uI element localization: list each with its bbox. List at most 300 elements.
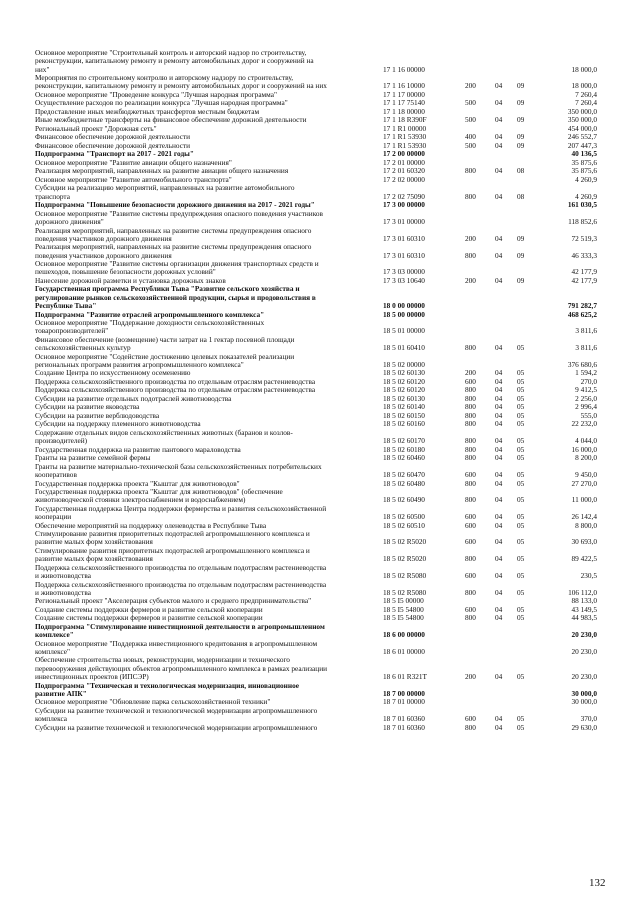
row-name-line: Основное мероприятие "Строительный контроль и авторский надзор по строительству,: [35, 49, 307, 57]
row-amount: 27 270,0: [571, 478, 597, 488]
table-row: [0, 522, 640, 530]
row-expense-type: 200: [465, 233, 476, 243]
row-code: 18 5 02 R5080: [383, 570, 427, 580]
row-subsection: 09: [517, 233, 525, 243]
table-row: [0, 116, 640, 124]
row-name: [35, 133, 380, 141]
row-code: 18 5 02 60500: [383, 512, 425, 522]
row-subsection: 09: [517, 275, 525, 285]
row-expense-type: 200: [465, 368, 476, 378]
row-name-line: и животноводства: [35, 571, 91, 580]
row-subsection: 05: [517, 714, 525, 724]
table-row: [0, 184, 640, 201]
row-name: [35, 682, 380, 699]
row-expense-type: 800: [465, 587, 476, 597]
row-code: 18 5 02 60120: [383, 376, 425, 386]
row-expense-type: 800: [465, 385, 476, 395]
row-name-line: Основное мероприятие "Поддержка инвестиционного кредитования в агропромышленном: [35, 639, 318, 648]
row-code: 17 3 00 00000: [383, 200, 425, 210]
row-code: 17 2 02 75090: [383, 191, 425, 201]
row-section: 04: [495, 81, 503, 91]
row-amount: 18 000,0: [571, 64, 597, 74]
row-amount: 44 983,5: [571, 613, 597, 623]
row-name-line: Финансовое обеспечение (возмещение) части затрат на 1 гектар посевной площади: [35, 335, 295, 344]
row-name: [35, 446, 380, 454]
row-name-line: Субсидии на развитие верблюдоводства: [35, 411, 160, 420]
row-name-line: инвестиционных проектов (ИПСЭР): [35, 672, 149, 681]
row-code: 17 3 01 60310: [383, 233, 425, 243]
row-expense-type: 600: [465, 512, 476, 522]
row-expense-type: 400: [465, 132, 476, 142]
row-name: [35, 369, 380, 377]
row-name-line: Основное мероприятие "Поддержание доходности сельскохозяйственных: [35, 319, 265, 327]
row-subsection: 05: [517, 613, 525, 623]
row-subsection: 09: [517, 140, 525, 150]
table-row: [0, 614, 640, 622]
row-section: 04: [495, 343, 503, 353]
table-row: [0, 698, 640, 706]
row-amount: 72 519,3: [571, 233, 597, 243]
row-code: 18 6 01 00000: [383, 646, 425, 656]
row-code: 18 5 01 00000: [383, 326, 425, 336]
row-name-line: Поддержка сельскохозяйственного производства по отдельным отраслям растениеводства: [35, 386, 316, 395]
row-code: 17 1 16 10000: [383, 81, 425, 91]
row-code: 17 2 02 00000: [383, 174, 425, 184]
row-section: 04: [495, 275, 503, 285]
table-row: [0, 606, 640, 614]
row-name-line: Реализация мероприятий, направленных на развитие авиации общего назначения: [35, 167, 289, 176]
row-name-line: Субсидии на поддержку племенного животноводства: [35, 420, 201, 429]
row-amount: 3 811,6: [575, 326, 597, 336]
row-name-line: Основное мероприятие "Содействие достижению целевых показателей реализации: [35, 352, 295, 361]
table-row: [0, 319, 640, 336]
row-code: 18 5 02 60470: [383, 469, 425, 479]
row-amount: 350 000,0: [567, 115, 597, 125]
row-subsection: 05: [517, 343, 525, 353]
row-name-line: транспорта: [35, 192, 70, 201]
row-subsection: 05: [517, 368, 525, 378]
row-section: 04: [495, 250, 503, 260]
row-name-line: кооперативов: [35, 470, 77, 479]
table-row: [0, 227, 640, 244]
row-name: [35, 581, 380, 598]
row-name: [35, 378, 380, 386]
row-name: [35, 488, 380, 505]
table-row: [0, 74, 640, 91]
row-name: [35, 125, 380, 133]
row-section: 04: [495, 233, 503, 243]
row-name-line: поведения участников дорожного движения: [35, 234, 172, 243]
row-section: 04: [495, 368, 503, 378]
row-amount: 7 260,4: [575, 89, 597, 99]
table-row: [0, 429, 640, 446]
table-row: [0, 285, 640, 310]
row-name: [35, 386, 380, 394]
row-code: 18 5 02 60460: [383, 453, 425, 463]
row-code: 17 3 01 00000: [383, 216, 425, 226]
row-amount: 270,0: [580, 376, 597, 386]
row-subsection: 05: [517, 537, 525, 547]
row-section: 04: [495, 587, 503, 597]
row-section: 04: [495, 140, 503, 150]
row-expense-type: 800: [465, 478, 476, 488]
row-name-line: региональных программ развития агропромышленного комплекса": [35, 360, 244, 369]
row-expense-type: 600: [465, 376, 476, 386]
table-row: [0, 412, 640, 420]
table-row: [0, 488, 640, 505]
row-subsection: 05: [517, 402, 525, 412]
row-section: 04: [495, 393, 503, 403]
row-expense-type: 200: [465, 275, 476, 285]
row-expense-type: 800: [465, 410, 476, 420]
row-expense-type: 800: [465, 613, 476, 623]
row-name: [35, 336, 380, 353]
row-name-line: Подпрограмма "Стимулирование инвестиционной деятельности в агропромышленном: [35, 622, 325, 631]
row-code: 17 1 17 00000: [383, 89, 425, 99]
row-section: 04: [495, 714, 503, 724]
table-row: [0, 480, 640, 488]
row-amount: 230,5: [580, 570, 597, 580]
row-code: 17 2 01 60320: [383, 166, 425, 176]
row-name: [35, 150, 380, 158]
row-section: 04: [495, 115, 503, 125]
row-amount: 791 282,7: [567, 300, 597, 310]
table-row: [0, 167, 640, 175]
row-amount: 30 000,0: [571, 697, 597, 707]
row-name-line: Осуществление расходов по реализации конкурса "Лучшая народная программа": [35, 99, 288, 108]
row-name-line: Основное мероприятие "Развитие автомобильного транспорта": [35, 175, 232, 184]
row-name-line: поведения участников дорожного движения: [35, 251, 172, 260]
row-code: 18 5 02 R5020: [383, 554, 427, 564]
row-section: 04: [495, 469, 503, 479]
row-name: [35, 606, 380, 614]
row-name-line: Подпрограмма "Транспорт на 2017 - 2021 годы": [35, 150, 194, 159]
row-code: 17 1 R1 00000: [383, 123, 427, 133]
row-section: 04: [495, 613, 503, 623]
table-row: [0, 724, 640, 732]
row-name: [35, 403, 380, 411]
row-name-line: Субсидии на развитие технической и технологической модернизации агропромышленного: [35, 706, 318, 715]
row-name: [35, 640, 380, 657]
row-expense-type: 800: [465, 343, 476, 353]
row-name: [35, 49, 380, 74]
row-expense-type: 600: [465, 604, 476, 614]
row-code: 18 5 00 00000: [383, 309, 425, 319]
table-row: [0, 142, 640, 150]
table-row: [0, 386, 640, 394]
row-name: [35, 108, 380, 116]
row-name: [35, 99, 380, 107]
table-row: [0, 125, 640, 133]
row-code: 18 5 I5 54800: [383, 613, 424, 623]
row-name-line: и животноводства: [35, 588, 91, 597]
row-code: 18 5 02 60480: [383, 478, 425, 488]
row-name-line: развитие малых форм хозяйствования: [35, 538, 153, 547]
row-amount: 468 625,2: [567, 309, 597, 319]
row-amount: 20 230,0: [571, 671, 597, 681]
row-subsection: 05: [517, 570, 525, 580]
row-code: 18 7 00 00000: [383, 688, 425, 698]
row-name-line: перевооружения действующих объектов агропромышленного комплекса в рамках реализации: [35, 664, 328, 673]
row-amount: 4 044,0: [575, 436, 597, 446]
row-name-line: Субсидии на развитие яководства: [35, 403, 140, 412]
row-subsection: 05: [517, 604, 525, 614]
row-subsection: 05: [517, 478, 525, 488]
row-name: [35, 463, 380, 480]
row-section: 04: [495, 132, 503, 142]
row-amount: 11 000,0: [571, 495, 597, 505]
row-section: 04: [495, 419, 503, 429]
row-name-line: товаропроизводителей": [35, 327, 109, 336]
row-name-line: Стимулирование развития приоритетных подотраслей агропромышленного комплекса и: [35, 530, 310, 539]
row-expense-type: 500: [465, 98, 476, 108]
table-row: [0, 403, 640, 411]
table-row: [0, 597, 640, 605]
table-row: [0, 682, 640, 699]
row-subsection: 08: [517, 191, 525, 201]
row-code: 18 5 02 60490: [383, 495, 425, 505]
table-row: [0, 623, 640, 640]
row-name: [35, 454, 380, 462]
row-name-line: животноводческой стоянки электроснабжением и водоснабжением): [35, 496, 246, 505]
row-amount: 106 112,0: [568, 587, 597, 597]
row-name: [35, 530, 380, 547]
row-code: 18 5 I5 00000: [383, 596, 424, 606]
row-amount: 29 630,0: [571, 722, 597, 732]
row-code: 17 2 01 00000: [383, 157, 425, 167]
row-expense-type: 800: [465, 444, 476, 454]
row-name-line: Региональный проект "Акселерация субъектов малого и среднего предпринимательства": [35, 597, 312, 606]
table-row: [0, 336, 640, 353]
row-code: 17 1 17 75140: [383, 98, 425, 108]
row-name-line: Гранты на развитие материально-технической базы сельскохозяйственных потребительских: [35, 462, 322, 471]
row-subsection: 05: [517, 376, 525, 386]
row-subsection: 05: [517, 520, 525, 530]
row-section: 04: [495, 444, 503, 454]
row-name-line: Республике Тыва": [35, 301, 97, 310]
row-amount: 26 142,4: [571, 512, 597, 522]
row-name-line: комплексе": [35, 631, 74, 640]
table-row: [0, 210, 640, 227]
row-amount: 16 000,0: [571, 444, 597, 454]
row-name: [35, 412, 380, 420]
row-amount: 4 260,9: [575, 174, 597, 184]
table-row: [0, 454, 640, 462]
table-row: [0, 311, 640, 319]
row-name: [35, 319, 380, 336]
row-expense-type: 600: [465, 537, 476, 547]
row-expense-type: 800: [465, 402, 476, 412]
row-code: 17 1 R1 53930: [383, 140, 427, 150]
row-subsection: 05: [517, 495, 525, 505]
row-name: [35, 277, 380, 285]
row-name-line: Подпрограмма "Развитие отраслей агропромышленного комплекса": [35, 310, 265, 319]
row-amount: 350 000,0: [567, 106, 597, 116]
row-name: [35, 353, 380, 370]
table-row: [0, 353, 640, 370]
row-name-line: Государственная поддержка проекта "Кыштаг для животноводов": [35, 479, 240, 488]
row-section: 04: [495, 410, 503, 420]
table-row: [0, 395, 640, 403]
row-code: 18 5 02 60150: [383, 410, 425, 420]
row-name: [35, 311, 380, 319]
row-name: [35, 243, 380, 260]
row-amount: 42 177,9: [571, 267, 597, 277]
row-name-line: Подпрограмма "Техническая и технологическая модернизация, инновационное: [35, 681, 299, 690]
row-name-line: дорожного движения": [35, 217, 104, 226]
page-number: 132: [589, 877, 606, 889]
row-name-line: Содержание отдельных видов сельскохозяйственных животных (баранов и козлов-: [35, 428, 293, 437]
table-row: [0, 420, 640, 428]
row-name-line: Мероприятия по строительному контролю и авторскому надзору по строительству,: [35, 74, 294, 83]
row-section: 04: [495, 722, 503, 732]
row-name: [35, 142, 380, 150]
row-amount: 43 149,5: [571, 604, 597, 614]
row-section: 04: [495, 385, 503, 395]
table-row: [0, 176, 640, 184]
row-name-line: Основное мероприятие "Обновление парка сельскохозяйственной техники": [35, 698, 271, 707]
row-name: [35, 564, 380, 581]
row-code: 17 1 16 00000: [383, 64, 425, 74]
row-code: 18 5 02 R5020: [383, 537, 427, 547]
row-amount: 555,0: [580, 410, 597, 420]
row-name: [35, 201, 380, 209]
table-row: [0, 463, 640, 480]
row-expense-type: 600: [465, 570, 476, 580]
row-name-line: Государственная поддержка на развитие пантового мараловодства: [35, 445, 241, 454]
row-name: [35, 91, 380, 99]
row-subsection: 05: [517, 453, 525, 463]
row-name-line: Субсидии на развитие технической и технологической модернизации агропромышленного: [35, 723, 318, 732]
row-section: 04: [495, 512, 503, 522]
row-name-line: развитие АПК": [35, 689, 87, 698]
row-amount: 207 447,3: [567, 140, 597, 150]
row-section: 04: [495, 671, 503, 681]
row-code: 17 1 R1 53930: [383, 132, 427, 142]
table-row: [0, 99, 640, 107]
row-section: 04: [495, 495, 503, 505]
row-name: [35, 597, 380, 605]
row-subsection: 09: [517, 81, 525, 91]
row-subsection: 05: [517, 419, 525, 429]
row-subsection: 09: [517, 132, 525, 142]
row-name-line: Основное мероприятие "Проведение конкурса "Лучшая народная программа": [35, 90, 277, 99]
row-subsection: 05: [517, 436, 525, 446]
row-amount: 35 875,6: [571, 166, 597, 176]
row-subsection: 09: [517, 115, 525, 125]
row-expense-type: 800: [465, 419, 476, 429]
row-expense-type: 500: [465, 115, 476, 125]
row-code: 17 3 01 60310: [383, 250, 425, 260]
row-expense-type: 500: [465, 140, 476, 150]
row-subsection: 05: [517, 587, 525, 597]
table-row: [0, 243, 640, 260]
row-code: 18 7 01 00000: [383, 697, 425, 707]
row-name-line: Обеспечение мероприятий на поддержку оленеводства в Республике Тыва: [35, 521, 267, 530]
row-name-line: Государственная поддержка Центра поддержки фермерства и развития сельскохозяйственной: [35, 504, 327, 513]
row-section: 04: [495, 436, 503, 446]
row-amount: 20 230,0: [571, 646, 597, 656]
row-name: [35, 698, 380, 706]
row-name-line: кооперации: [35, 513, 72, 522]
row-code: 18 5 02 00000: [383, 359, 425, 369]
row-subsection: 05: [517, 385, 525, 395]
row-subsection: 05: [517, 393, 525, 403]
row-name: [35, 176, 380, 184]
row-code: 18 5 02 60140: [383, 402, 425, 412]
row-section: 04: [495, 570, 503, 580]
row-section: 04: [495, 166, 503, 176]
table-row: [0, 640, 640, 657]
row-amount: 2 256,0: [575, 393, 597, 403]
row-expense-type: 800: [465, 554, 476, 564]
row-amount: 42 177,9: [571, 275, 597, 285]
row-section: 04: [495, 537, 503, 547]
row-name-line: Нанесение дорожной разметки и установка дорожных знаков: [35, 276, 226, 285]
row-name: [35, 623, 380, 640]
row-expense-type: 200: [465, 81, 476, 91]
row-name-line: Подпрограмма "Повышение безопасности дорожного движения на 2017 - 2021 годы": [35, 201, 315, 210]
row-amount: 8 200,0: [575, 453, 597, 463]
row-code: 18 5 02 60130: [383, 393, 425, 403]
row-expense-type: 800: [465, 166, 476, 176]
row-name: [35, 260, 380, 277]
row-amount: 30 000,0: [571, 688, 597, 698]
row-subsection: 05: [517, 444, 525, 454]
row-code: 18 5 02 60160: [383, 419, 425, 429]
table-row: [0, 150, 640, 158]
row-expense-type: 800: [465, 722, 476, 732]
table-row: [0, 707, 640, 724]
table-row: [0, 201, 640, 209]
row-name-line: развитие малых форм хозяйствования: [35, 555, 153, 564]
row-amount: 88 133,0: [571, 596, 597, 606]
row-amount: 89 422,5: [571, 554, 597, 564]
row-name: [35, 285, 380, 310]
row-amount: 40 136,5: [571, 149, 597, 159]
row-amount: 20 230,0: [571, 630, 597, 640]
row-code: 18 0 00 00000: [383, 300, 425, 310]
row-name: [35, 210, 380, 227]
row-section: 04: [495, 98, 503, 108]
row-name-line: регулирование рынков сельскохозяйственной продукции, сырья и продовольствия в: [35, 293, 316, 302]
row-name-line: Основное мероприятие "Развитие авиации общего назначения": [35, 158, 232, 167]
row-section: 04: [495, 478, 503, 488]
row-name-line: Обеспечение строительства новых, реконструкции, модернизации и технического: [35, 656, 290, 665]
row-name-line: Стимулирование развития приоритетных подотраслей агропромышленного комплекса и: [35, 546, 310, 555]
row-name: [35, 167, 380, 175]
row-subsection: 09: [517, 98, 525, 108]
row-name-line: Субсидии на развитие отдельных подотраслей животноводства: [35, 394, 232, 403]
row-name-line: Реализация мероприятий, направленных на развитие системы предупреждения опасного: [35, 226, 312, 235]
row-subsection: 09: [517, 250, 525, 260]
row-name-line: реконструкции, капитальному ремонту и ремонту автомобильных дорог и сооружений на: [35, 57, 314, 66]
row-name: [35, 184, 380, 201]
row-code: 18 7 01 60360: [383, 722, 425, 732]
row-name: [35, 614, 380, 622]
table-row: [0, 49, 640, 74]
table-row: [0, 260, 640, 277]
row-amount: 46 333,3: [571, 250, 597, 260]
row-code: 18 5 02 R5080: [383, 587, 427, 597]
table-row: [0, 581, 640, 598]
row-code: 18 5 02 60130: [383, 368, 425, 378]
table-row: [0, 505, 640, 522]
row-section: 04: [495, 402, 503, 412]
row-code: 18 5 02 60180: [383, 444, 425, 454]
row-amount: 1 594,2: [575, 368, 597, 378]
row-subsection: 05: [517, 554, 525, 564]
